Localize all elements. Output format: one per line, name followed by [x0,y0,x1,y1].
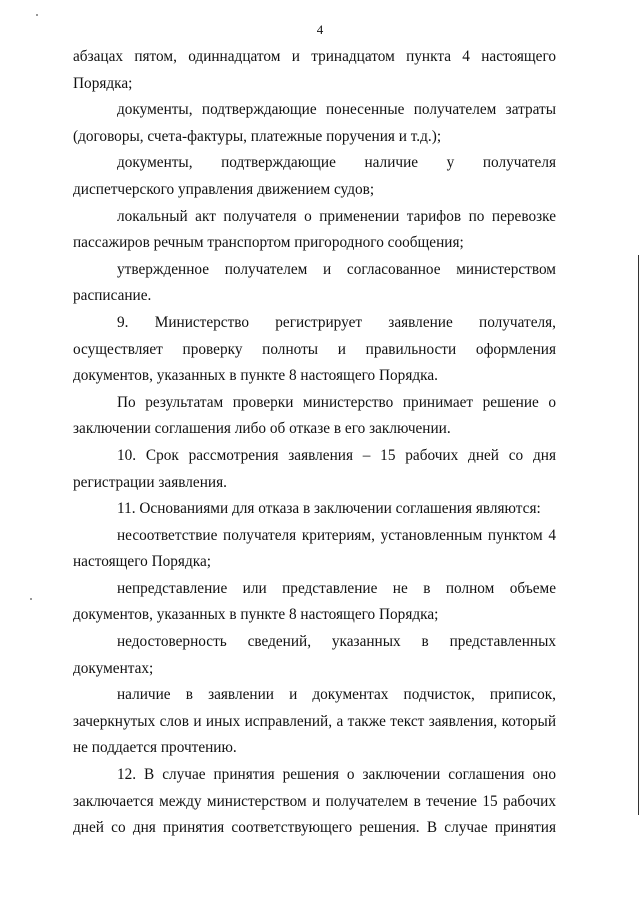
paragraph: 10. Срок рассмотрения заявления – 15 рабочих дней со дня регистрации заявления. [73,446,556,491]
paragraph: 11. Основаниями для отказа в заключении соглашения являются: [117,500,541,518]
document-body [73,44,556,842]
paragraph: утвержденное получателем и согласованное министерством расписание. [73,260,556,305]
paragraph: 12. В случае принятия решения о заключении соглашения оно заключается между министерством и получателем в течение 15 рабочих дней со дня принятия соответствующего решения. В случае принятия [73,766,556,837]
page-number: 4 [316,22,324,37]
paragraph: непредставление или представление не в полном объеме документов, указанных в пункте 8 настоящего Порядка; [73,579,556,624]
paragraph: абзацах пятом, одиннадцатом и тринадцатом пункта 4 настоящего Порядка; [73,48,556,92]
scan-speck [30,598,32,600]
paragraph: По результатам проверки министерство принимает решение о заключении соглашения либо об отказе в его заключении. [73,393,556,438]
paragraph: документы, подтверждающие наличие у получателя диспетчерского управления движением судов; [73,154,556,198]
paragraph: документы, подтверждающие понесенные получателем затраты (договоры, счета-фактуры, платежные поручения и т.д.); [73,101,556,145]
paragraph: несоответствие получателя критериям, установленным пунктом 4 настоящего Порядка; [73,526,556,571]
scan-edge-mark [638,255,639,815]
paragraph: 9. Министерство регистрирует заявление получателя, осуществляет проверку полноты и правильности оформления документов, указанных в пункте 8 настоящего Порядка. [73,313,556,385]
paragraph: локальный акт получателя о применении тарифов по перевозке пассажиров речным транспортом пригородного сообщения; [73,207,556,252]
scan-speck [36,14,38,16]
paragraph: недостоверность сведений, указанных в представленных документах; [73,633,556,677]
paragraph: наличие в заявлении и документах подчисток, приписок, зачеркнутых слов и иных исправлений, а также текст заявления, который не поддается прочтению. [73,686,556,757]
